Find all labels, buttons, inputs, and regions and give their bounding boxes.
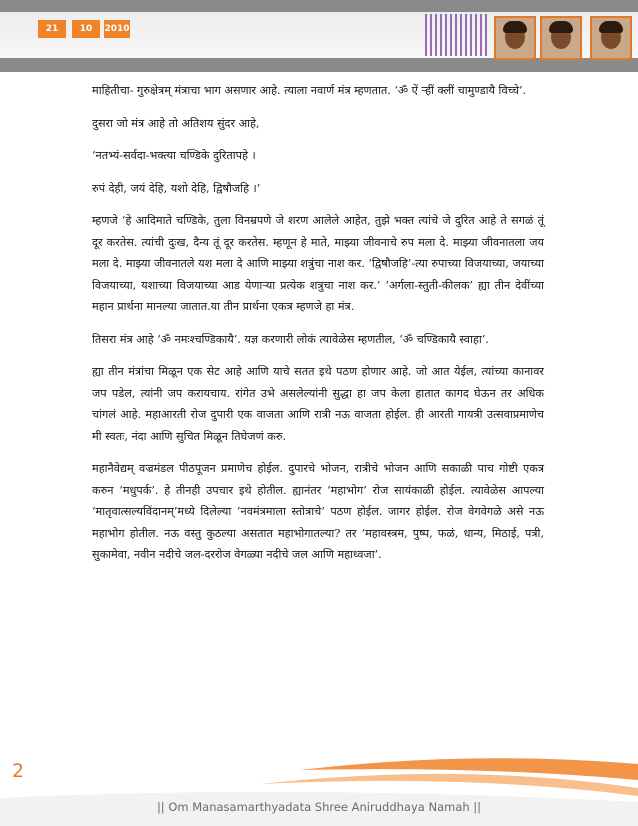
paragraph: दुसरा जो मंत्र आहे तो अतिशय सुंदर आहे, xyxy=(92,116,260,130)
paragraph: माहितीचा- गुरुक्षेत्रम् मंत्राचा भाग असणार आहे. त्याला नवार्ण मंत्र म्हणतात. ‘ॐ ऐं ऱ्हीं क्लीं चामुण्डायै विच्चे’. xyxy=(92,84,527,97)
page-number: 2 xyxy=(12,760,25,782)
article-body xyxy=(92,80,544,577)
date-day: 21 xyxy=(38,20,66,38)
portrait-photo-3 xyxy=(590,16,632,60)
paragraph: म्हणजे ‘हे आदिमाते चण्डिके, तुला विनम्रपणे जे शरण आलेले आहेत, तुझे भक्त त्यांचे जे दुरित आहे ते सगळं तूं दूर करतेस. त्यांची दुःख, दैन्य तूं दूर करतेस. म्हणून हे माते, माझ्या जीवनाचे रुप मला दे. माझ्या जीवनातला जय मला दे. माझ्या जीवनातले यश मला दे आणि माझ्या शत्रुंचा नाश कर. ‘द्विषौजहि’-त्या रुपाच्या विजयाच्या, जयाच्या विजयाच्या, यशाच्या विजयाच्या आड येणाऱ्या प्रत्येक शत्रुचा नाश कर.’ ‘अर्गला-स्तुती-कीलक’ ह्या तीन देवींच्या महान प्रार्थना मानल्या जातात.या तीन प्रार्थना एकत्र म्हणजे हा मंत्र. xyxy=(92,214,544,313)
footer-text: || Om Manasamarthyadata Shree Aniruddhaya Namah || xyxy=(156,800,482,814)
page-header xyxy=(0,0,638,72)
date-year: 2010 xyxy=(104,20,130,38)
paragraph: महानैवेद्यम् वज्रमंडल पीठपूजन प्रमाणेच होईल. दुपारचे भोजन, रात्रीचे भोजन आणि सकाळी पाच गोष्टी एकत्र करुन ‘मधुपर्क’. हे तीनही उपचार इथे होतील. ह्यानंतर ‘महाभोग’ रोज सायंकाळी होईल. त्यावेळेस आपल्या ‘मातृवात्सल्यविंदानम्’मध्ये दिलेल्या ‘नवमंत्रमाला स्तोत्राचे’ पठण होईल. जागर होईल. रोज वेगवेगळे असे नऊ महाभोग होतील. नऊ वस्तु कुठल्या असतात महाभोगातल्या? तर ‘महावस्त्रम, पुष्प, फळं, धान्य, मिठाई, पत्री, सुकामेवा, नवीन नदीचे जल-दररोज वेगळ्या नदीचे जल आणि महाध्वजा’. xyxy=(92,462,544,561)
portrait-photo-2 xyxy=(540,16,582,60)
paragraph: तिसरा मंत्र आहे ‘ॐ नमःश्चण्डिकायै’. यज्ञ करणारी लोकं त्यावेळेस म्हणतील, ‘ॐ चण्डिकायै स्वाहा’. xyxy=(92,332,489,346)
paragraph: ‘नतभ्यं-सर्वदा-भक्त्या चण्डिके दुरितापहे । xyxy=(92,149,256,162)
date-month: 10 xyxy=(72,20,100,38)
decorative-lines xyxy=(425,14,487,56)
paragraph: रुपं देही, जयं देहि, यशो देहि, द्विषौजहि ।’ xyxy=(92,181,261,195)
portrait-photo-1 xyxy=(494,16,536,60)
paragraph: ह्या तीन मंत्रांचा मिळून एक सेट आहे आणि याचे सतत इथे पठण होणार आहे. जो आत येईल, त्यांच्या कानावर जप पडेल, त्यांनी जप करायचाय. रांगेत उभे असलेल्यांनी सुद्धा हा जप केला हातात कागद घेऊन तर अधिक चांगलं आहे. महाआरती रोज दुपारी एक वाजता आणि रात्री नऊ वाजता होईल. ही आरती गायत्री उत्सवाप्रमाणेच मी स्वतः, नंदा आणि सुचित मिळून तिघेजणं करु. xyxy=(92,365,544,443)
